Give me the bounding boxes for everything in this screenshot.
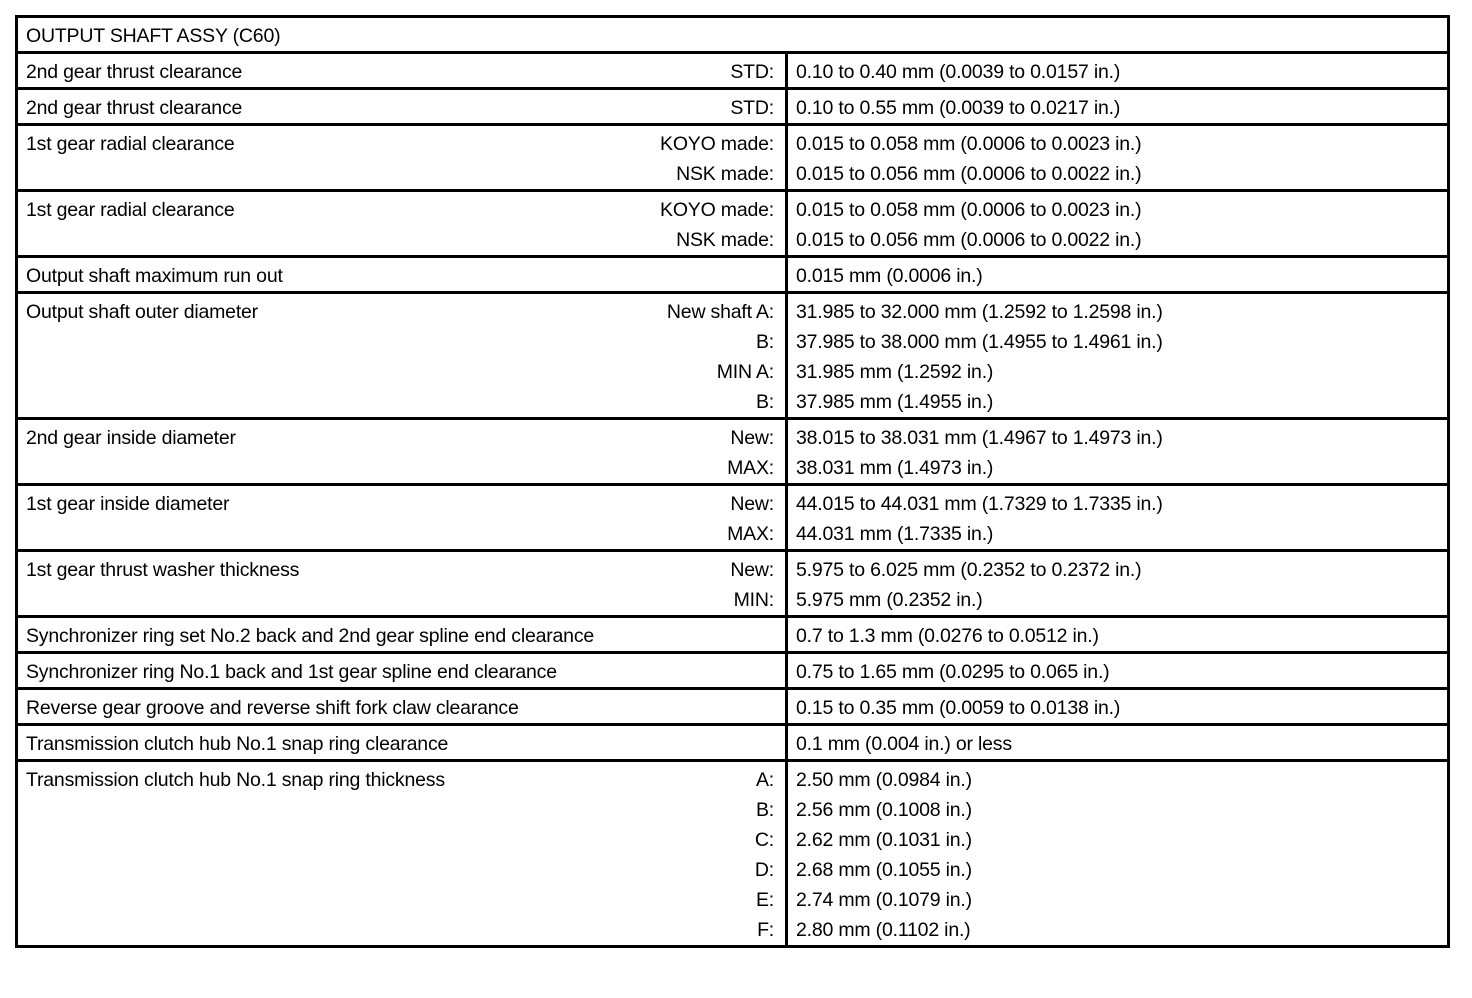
- item-cell: [17, 191, 787, 257]
- item-cell: [17, 419, 787, 485]
- value-list: [788, 294, 1447, 417]
- qualifier-label: MIN:: [733, 589, 774, 611]
- value-cell: [787, 617, 1449, 653]
- value-cell: [787, 653, 1449, 689]
- spec-row-14: [17, 761, 1449, 947]
- item-name: Synchronizer ring No.1 back and 1st gear spline end clearance: [26, 661, 557, 683]
- qualifier-label: B:: [755, 391, 774, 413]
- qualifier-list: [727, 489, 774, 549]
- spec-value: 2.80 mm (0.1102 in.): [796, 919, 971, 941]
- value-list: [788, 486, 1447, 549]
- value-list: [788, 618, 1447, 651]
- item-name: 2nd gear thrust clearance: [26, 97, 243, 119]
- item-cell-inner: [18, 618, 785, 651]
- value-list: [788, 126, 1447, 189]
- qualifier-label: C:: [754, 829, 774, 851]
- qualifier-list: [660, 129, 774, 189]
- qualifier-label: KOYO made:: [660, 199, 774, 221]
- spec-value: 37.985 to 38.000 mm (1.4955 to 1.4961 in.): [796, 331, 1163, 353]
- qualifier-label: MIN A:: [716, 361, 774, 383]
- value-cell: [787, 725, 1449, 761]
- value-cell: [787, 689, 1449, 725]
- qualifier-label: F:: [757, 919, 774, 941]
- item-cell: [17, 689, 787, 725]
- value-cell: [787, 257, 1449, 293]
- item-cell: [17, 257, 787, 293]
- item-cell: [17, 485, 787, 551]
- item-cell: [17, 725, 787, 761]
- qualifier-label: New:: [730, 427, 774, 449]
- qualifier-list: [727, 423, 774, 483]
- spec-table-body: [17, 17, 1449, 947]
- qualifier-list: [660, 195, 774, 255]
- value-list: [788, 54, 1447, 87]
- title-row: [17, 17, 1449, 53]
- spec-row-1: [17, 53, 1449, 89]
- spec-value: 2.62 mm (0.1031 in.): [796, 829, 972, 851]
- spec-value: 5.975 mm (0.2352 in.): [796, 589, 983, 611]
- item-cell-inner: [18, 654, 785, 687]
- value-list: [788, 762, 1447, 945]
- spec-value: 38.015 to 38.031 mm (1.4967 to 1.4973 in.): [796, 427, 1163, 449]
- qualifier-label: A:: [755, 769, 774, 791]
- qualifier-label: NSK made:: [676, 163, 774, 185]
- spec-value: 37.985 mm (1.4955 in.): [796, 391, 994, 413]
- item-cell: [17, 293, 787, 419]
- value-list: [788, 90, 1447, 123]
- qualifier-label: B:: [755, 799, 774, 821]
- qualifier-list: [730, 57, 774, 87]
- qualifier-label: MAX:: [727, 523, 774, 545]
- qualifier-list: [730, 93, 774, 123]
- item-name: 2nd gear inside diameter: [26, 427, 236, 449]
- item-cell-inner: [18, 90, 785, 123]
- spec-row-3: [17, 125, 1449, 191]
- item-name: Transmission clutch hub No.1 snap ring thickness: [26, 769, 445, 791]
- item-cell-inner: [18, 690, 785, 723]
- spec-value: 0.7 to 1.3 mm (0.0276 to 0.0512 in.): [796, 625, 1099, 647]
- item-cell-inner: [18, 762, 785, 945]
- item-name: 1st gear radial clearance: [26, 199, 235, 221]
- item-cell-inner: [18, 54, 785, 87]
- value-cell: [787, 293, 1449, 419]
- qualifier-label: New shaft A:: [666, 301, 774, 323]
- spec-table: [15, 15, 1450, 948]
- value-list: [788, 690, 1447, 723]
- qualifier-label: STD:: [730, 97, 774, 119]
- value-list: [788, 192, 1447, 255]
- spec-value: 2.50 mm (0.0984 in.): [796, 769, 972, 791]
- value-cell: [787, 419, 1449, 485]
- spec-value: 0.75 to 1.65 mm (0.0295 to 0.065 in.): [796, 661, 1110, 683]
- value-list: [788, 420, 1447, 483]
- qualifier-label: New:: [730, 559, 774, 581]
- qualifier-label: STD:: [730, 61, 774, 83]
- title-cell: [17, 17, 1449, 53]
- qualifier-label: KOYO made:: [660, 133, 774, 155]
- value-cell: [787, 485, 1449, 551]
- item-cell-inner: [18, 420, 785, 483]
- qualifier-list: [730, 555, 774, 615]
- item-cell: [17, 53, 787, 89]
- value-cell: [787, 191, 1449, 257]
- item-cell: [17, 617, 787, 653]
- item-cell: [17, 653, 787, 689]
- item-name: 1st gear inside diameter: [26, 493, 230, 515]
- spec-row-12: [17, 689, 1449, 725]
- spec-row-11: [17, 653, 1449, 689]
- item-name: Reverse gear groove and reverse shift fork claw clearance: [26, 697, 519, 719]
- value-list: [788, 258, 1447, 291]
- item-name: Output shaft maximum run out: [26, 265, 283, 287]
- item-cell: [17, 761, 787, 947]
- spec-value: 0.10 to 0.40 mm (0.0039 to 0.0157 in.): [796, 61, 1121, 83]
- item-cell-inner: [18, 552, 785, 615]
- qualifier-label: D:: [754, 859, 774, 881]
- spec-value: 2.68 mm (0.1055 in.): [796, 859, 972, 881]
- spec-value: 0.15 to 0.35 mm (0.0059 to 0.0138 in.): [796, 697, 1121, 719]
- spec-row-7: [17, 419, 1449, 485]
- spec-row-6: [17, 293, 1449, 419]
- item-cell-inner: [18, 126, 785, 189]
- spec-value: 0.015 mm (0.0006 in.): [796, 265, 983, 287]
- spec-value: 0.015 to 0.056 mm (0.0006 to 0.0022 in.): [796, 229, 1142, 251]
- item-cell: [17, 125, 787, 191]
- value-list: [788, 726, 1447, 759]
- value-list: [788, 654, 1447, 687]
- spec-row-9: [17, 551, 1449, 617]
- value-list: [788, 552, 1447, 615]
- item-name: Synchronizer ring set No.2 back and 2nd gear spline end clearance: [26, 625, 595, 647]
- item-name: Transmission clutch hub No.1 snap ring clearance: [26, 733, 449, 755]
- item-cell-inner: [18, 726, 785, 759]
- spec-row-2: [17, 89, 1449, 125]
- qualifier-label: MAX:: [727, 457, 774, 479]
- spec-value: 2.56 mm (0.1008 in.): [796, 799, 972, 821]
- item-name: Output shaft outer diameter: [26, 301, 258, 323]
- spec-value: 44.015 to 44.031 mm (1.7329 to 1.7335 in.): [796, 493, 1163, 515]
- spec-value: 0.015 to 0.058 mm (0.0006 to 0.0023 in.): [796, 133, 1142, 155]
- spec-value: 0.10 to 0.55 mm (0.0039 to 0.0217 in.): [796, 97, 1121, 119]
- spec-row-5: [17, 257, 1449, 293]
- qualifier-list: [755, 765, 774, 945]
- qualifier-label: NSK made:: [676, 229, 774, 251]
- item-name: 2nd gear thrust clearance: [26, 61, 243, 83]
- value-cell: [787, 89, 1449, 125]
- spec-value: 44.031 mm (1.7335 in.): [796, 523, 994, 545]
- spec-value: 31.985 mm (1.2592 in.): [796, 361, 994, 383]
- spec-row-8: [17, 485, 1449, 551]
- spec-value: 31.985 to 32.000 mm (1.2592 to 1.2598 in.): [796, 301, 1163, 323]
- spec-value: 2.74 mm (0.1079 in.): [796, 889, 972, 911]
- item-cell: [17, 551, 787, 617]
- spec-row-13: [17, 725, 1449, 761]
- value-cell: [787, 551, 1449, 617]
- value-cell: [787, 761, 1449, 947]
- spec-value: 0.015 to 0.058 mm (0.0006 to 0.0023 in.): [796, 199, 1142, 221]
- item-cell-inner: [18, 258, 785, 291]
- spec-value: 38.031 mm (1.4973 in.): [796, 457, 994, 479]
- qualifier-label: B:: [755, 331, 774, 353]
- spec-value: 5.975 to 6.025 mm (0.2352 to 0.2372 in.): [796, 559, 1142, 581]
- spec-row-4: [17, 191, 1449, 257]
- qualifier-list: [667, 297, 774, 417]
- item-name: 1st gear radial clearance: [26, 133, 235, 155]
- qualifier-label: E:: [755, 889, 774, 911]
- value-cell: [787, 125, 1449, 191]
- spec-value: 0.015 to 0.056 mm (0.0006 to 0.0022 in.): [796, 163, 1142, 185]
- qualifier-label: New:: [730, 493, 774, 515]
- value-cell: [787, 53, 1449, 89]
- table-title: OUTPUT SHAFT ASSY (C60): [26, 25, 281, 47]
- spec-row-10: [17, 617, 1449, 653]
- item-cell-inner: [18, 294, 785, 417]
- spec-value: 0.1 mm (0.004 in.) or less: [796, 733, 1012, 755]
- item-name: 1st gear thrust washer thickness: [26, 559, 300, 581]
- item-cell-inner: [18, 192, 785, 255]
- item-cell: [17, 89, 787, 125]
- item-cell-inner: [18, 486, 785, 549]
